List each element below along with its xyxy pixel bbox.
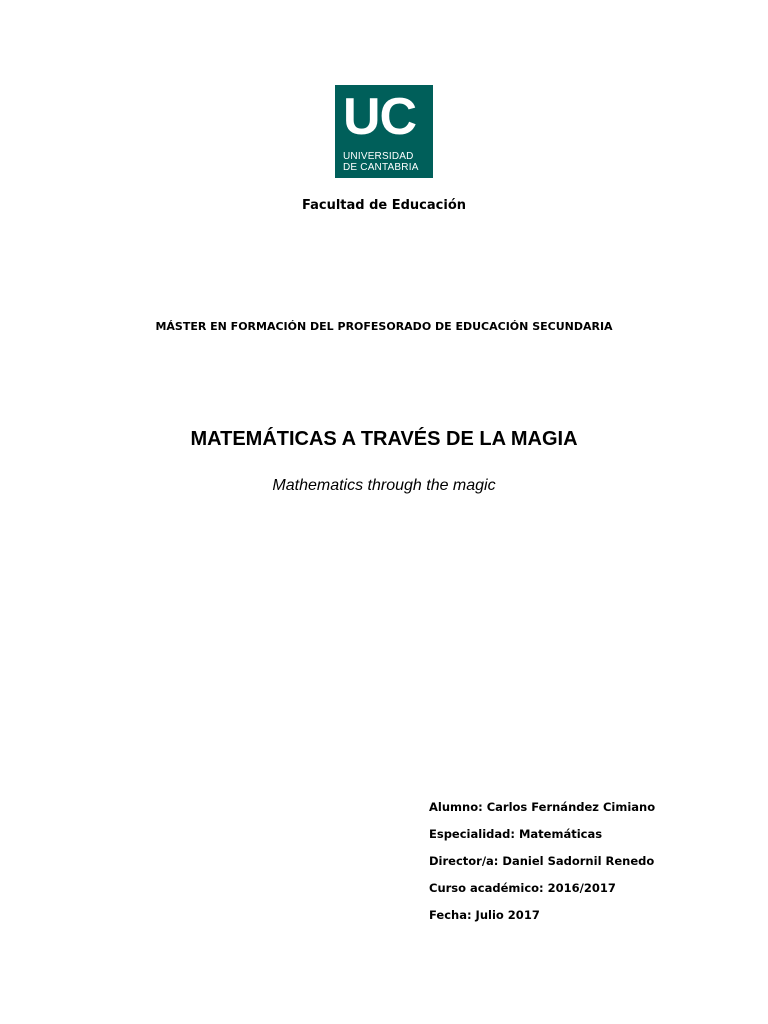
master-program: MÁSTER EN FORMACIÓN DEL PROFESORADO DE EDUCACIÓN SECUNDARIA bbox=[155, 320, 613, 333]
logo-text-line-1: UNIVERSIDAD bbox=[343, 151, 414, 162]
info-director: Director/a: Daniel Sadornil Renedo bbox=[429, 854, 655, 868]
author-info bbox=[429, 798, 655, 933]
university-logo bbox=[335, 85, 433, 178]
logo-mark: UC bbox=[343, 88, 417, 146]
document-subtitle: Mathematics through the magic bbox=[272, 477, 496, 494]
info-academic-year: Curso académico: 2016/2017 bbox=[429, 881, 616, 895]
info-specialty: Especialidad: Matemáticas bbox=[429, 827, 603, 841]
logo-text-line-2: DE CANTABRIA bbox=[343, 162, 419, 173]
info-student: Alumno: Carlos Fernández Cimiano bbox=[429, 800, 656, 814]
faculty-name: Facultad de Educación bbox=[301, 198, 467, 213]
info-date: Fecha: Julio 2017 bbox=[429, 908, 540, 922]
document-title: MATEMÁTICAS A TRAVÉS DE LA MAGIA bbox=[190, 428, 578, 450]
